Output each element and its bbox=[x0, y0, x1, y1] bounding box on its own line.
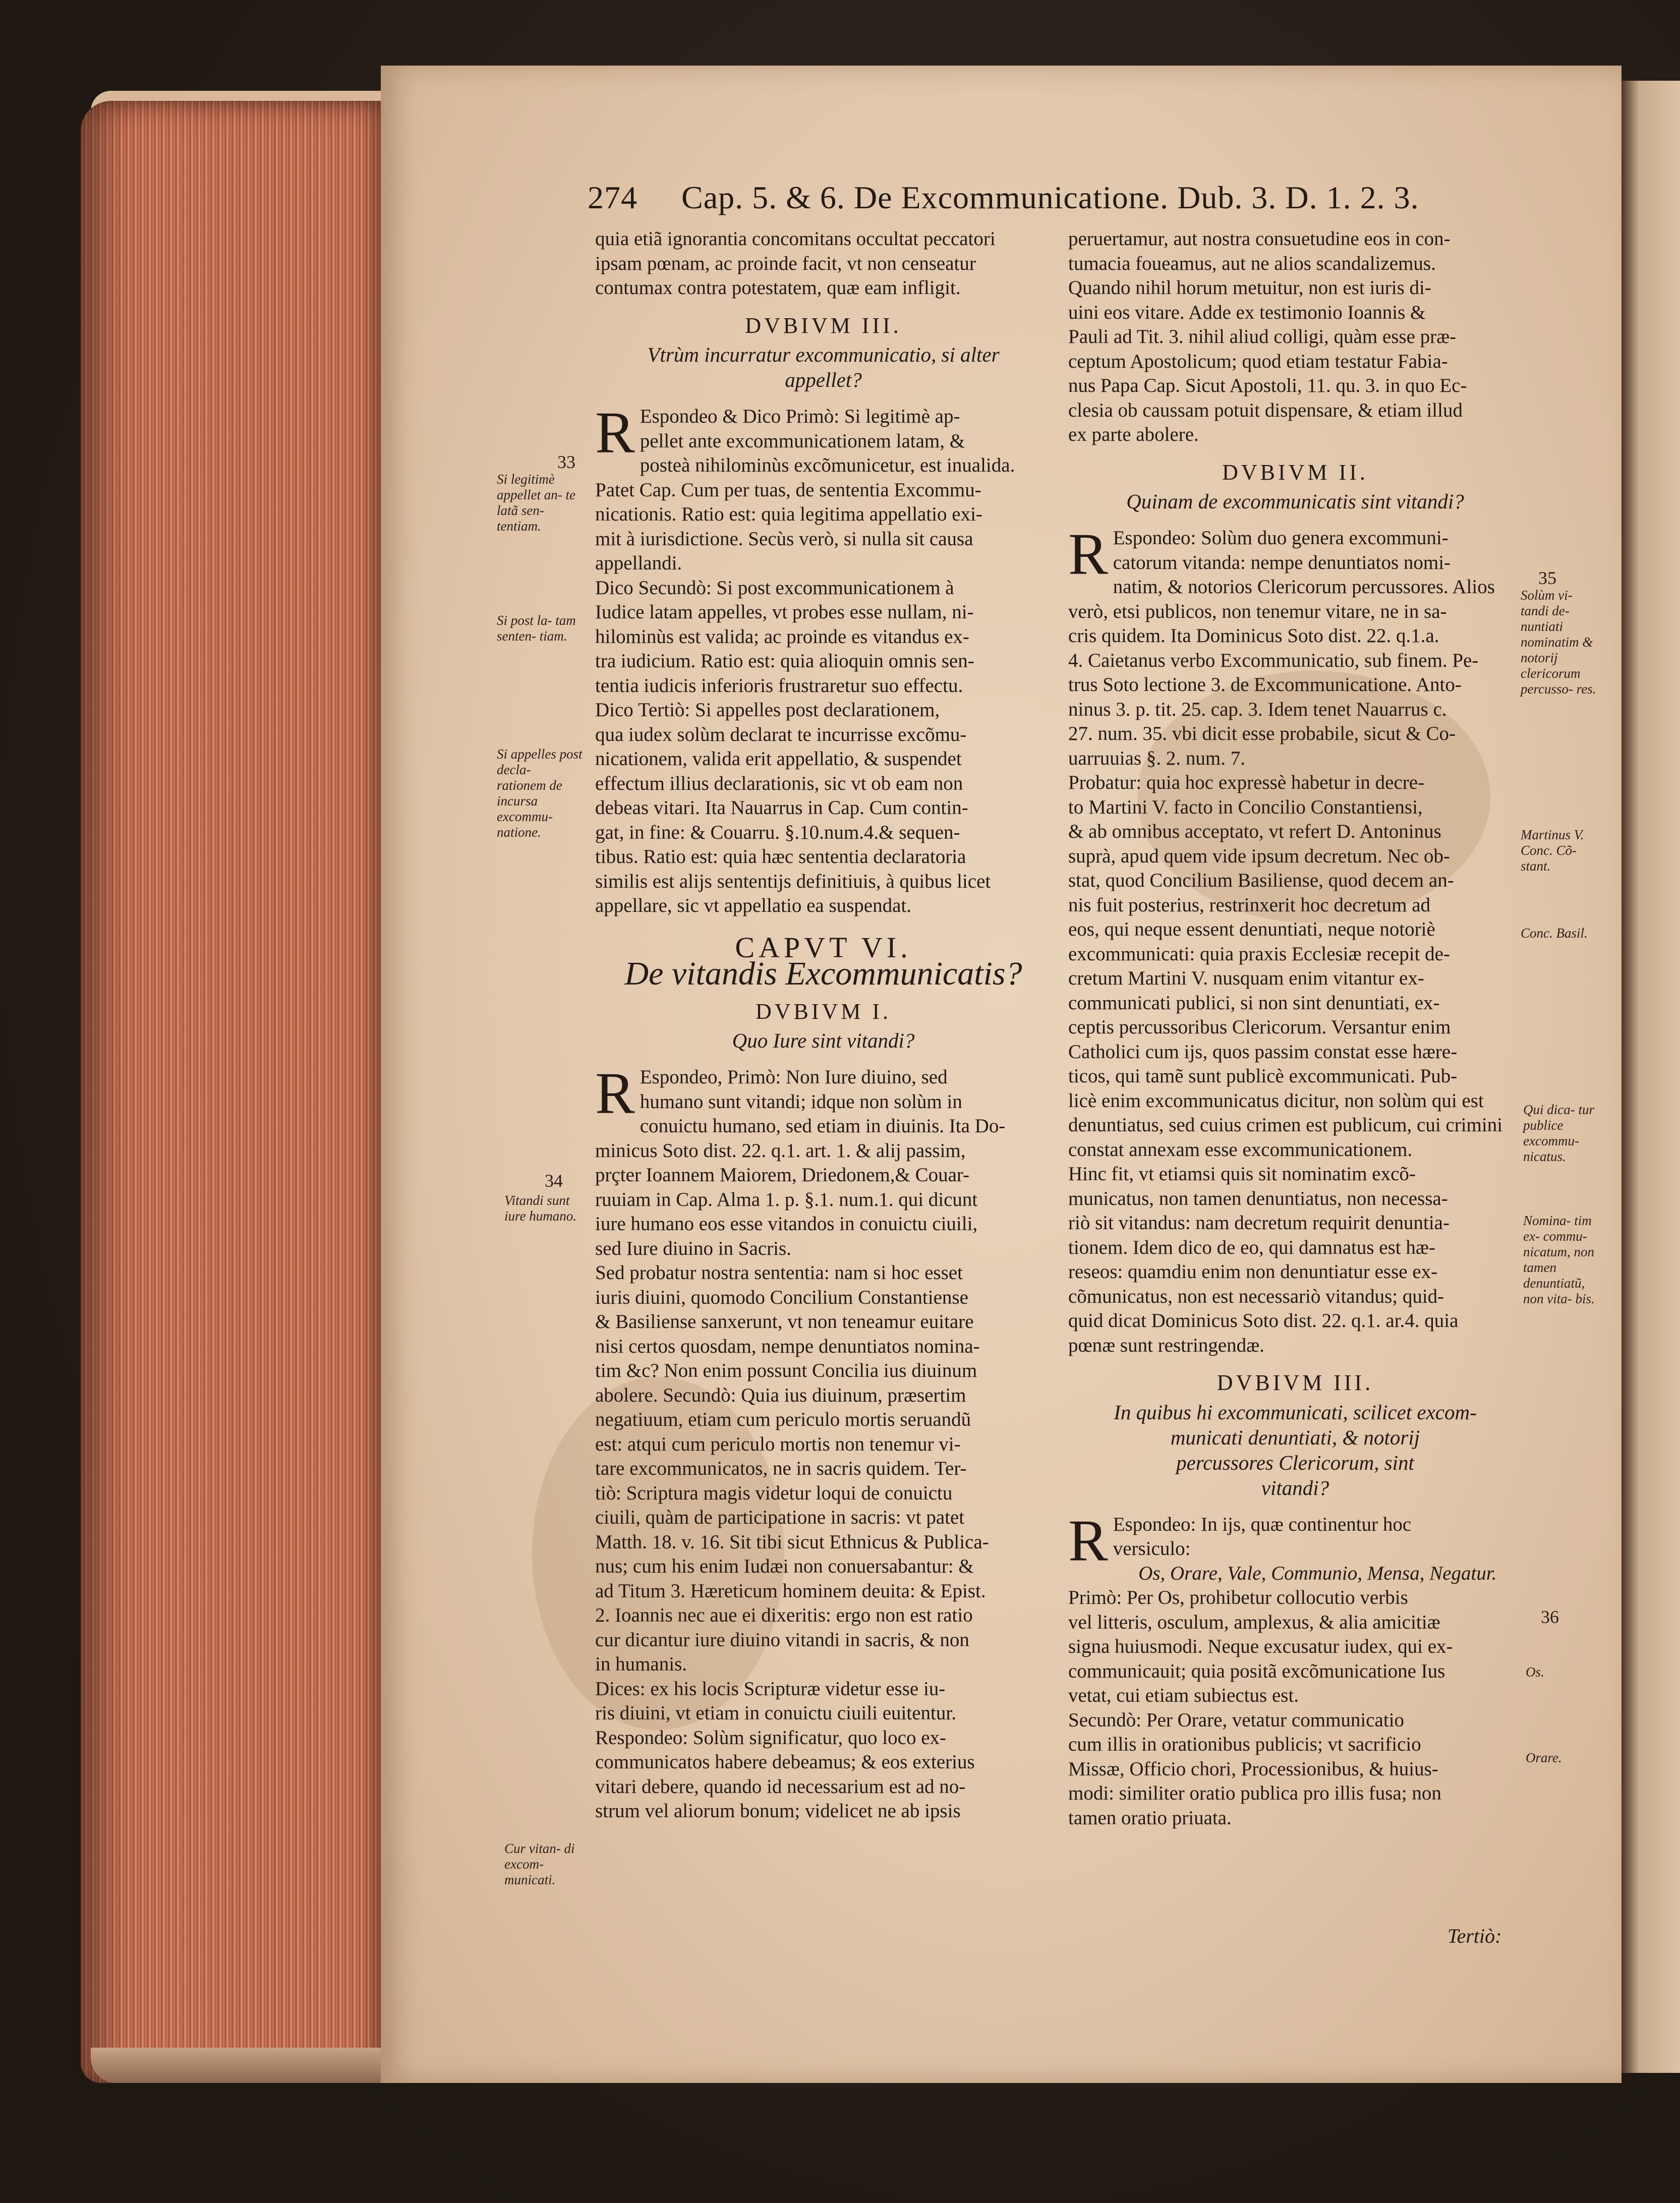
text-line: Patet Cap. Cum per tuas, de sententia Excommu- bbox=[595, 479, 981, 501]
text-line: ruuiam in Cap. Alma 1. p. §.1. num.1. qui dicunt bbox=[595, 1188, 978, 1210]
text-line: hilominùs est valida; ac proinde es vitandus ex- bbox=[595, 625, 969, 648]
text-line: Matth. 18. v. 16. Sit tibi sicut Ethnicus & Publica- bbox=[595, 1531, 989, 1553]
running-header bbox=[588, 179, 1419, 216]
text-line: appellet? bbox=[785, 368, 862, 391]
text-line: minicus Soto dist. 22. q.1. art. 1. & alij passim, bbox=[595, 1139, 966, 1162]
dubium-question bbox=[595, 342, 1052, 392]
text-line: cum illis in orationibus publicis; vt sacrificio bbox=[1068, 1733, 1421, 1755]
text-line: ceptum Apostolicum; quod etiam testatur Fabia- bbox=[1068, 350, 1448, 372]
drop-cap: R bbox=[1068, 1507, 1108, 1574]
drop-cap: R bbox=[595, 1060, 635, 1126]
text-line: effectum illius declarationis, sic vt ob eam non bbox=[595, 772, 963, 794]
text-line: debeas vitari. Ita Nauarrus in Cap. Cum contin- bbox=[595, 797, 968, 819]
text-line: tiò: Scriptura magis videtur loqui de conuictu bbox=[595, 1482, 953, 1504]
text-line: tim &c? Non enim possunt Concilia ius diuinum bbox=[595, 1360, 977, 1381]
text-line: In quibus hi excommunicati, scilicet excom- bbox=[1114, 1400, 1477, 1424]
text-line: ex parte abolere. bbox=[1068, 424, 1199, 445]
text-line: tibus. Ratio est: quia hæc sententia declaratoria bbox=[595, 846, 966, 867]
running-title: Cap. 5. & 6. De Excommunicatione. Dub. 3. D. 1. 2. 3. bbox=[681, 180, 1419, 215]
text-line: cris quidem. Ita Dominicus Soto dist. 22. q.1.a. bbox=[1068, 625, 1439, 647]
text-line: catorum vitanda: nempe denuntiatos nomi- bbox=[1113, 551, 1451, 573]
margin-number: 33 bbox=[557, 452, 575, 472]
text-line: ciuili, quàm de participatione in sacris: vt patet bbox=[595, 1506, 965, 1528]
text-line: ris diuini, vt etiam in conuictu ciuili euitentur. bbox=[595, 1702, 956, 1724]
text-line: quia etiã ignorantia concomitans occultat peccatori bbox=[595, 228, 996, 250]
text-line: trus Soto lectione 3. de Excommunicatione. Anto- bbox=[1068, 674, 1462, 695]
margin-note: Vitandi sunt iure humano. bbox=[504, 1193, 576, 1224]
text-line: tra iudicium. Ratio est: quia alioquin omnis sen- bbox=[595, 650, 974, 672]
text-line: Iudice latam appelles, vt probes esse nullam, ni- bbox=[595, 601, 974, 623]
text-line: nicationis. Ratio est: quia legitima appellatio exi- bbox=[595, 503, 982, 525]
text-line: tare excommunicatos, ne in sacris quidem. Ter- bbox=[595, 1458, 967, 1479]
text-line: ipsam pœnam, ac proinde facit, vt non censeatur bbox=[595, 252, 976, 274]
text-line: mit à iurisdictione. Secùs verò, si nulla sit causa bbox=[595, 528, 973, 550]
text-line: abolere. Secundò: Quia ius diuinum, præsertim bbox=[595, 1384, 966, 1406]
text-line: Dico Secundò: Si post excommunicationem à bbox=[595, 576, 954, 599]
text-line: communicatos habere debeamus; & eos exterius bbox=[595, 1751, 975, 1773]
margin-note: Orare. bbox=[1526, 1750, 1562, 1765]
text-line: uini eos vitare. Adde ex testimonio Ioannis & bbox=[1068, 301, 1426, 323]
margin-number: 36 bbox=[1541, 1607, 1559, 1627]
text-line: communicati publici, si non sint denuntiati, ex- bbox=[1068, 992, 1440, 1014]
text-line: ad Titum 3. Hæreticum hominem deuita: & Epist. bbox=[595, 1580, 986, 1602]
text-line: est: atqui cum periculo mortis non tenemur vi- bbox=[595, 1433, 961, 1455]
text-line: iuris diuini, quomodo Concilium Constantiense bbox=[595, 1286, 968, 1308]
text-line: Espondeo, Primò: Non Iure diuino, sed bbox=[640, 1066, 948, 1088]
text-line: conuictu humano, sed etiam in diuinis. Ita Do- bbox=[640, 1115, 1006, 1137]
text-line: vel litteris, osculum, amplexus, & alia amicitiæ bbox=[1068, 1611, 1440, 1633]
right-column bbox=[1068, 227, 1522, 1830]
text-line: nicationem, valida erit appellatio, & suspendet bbox=[595, 748, 962, 770]
text-line: vetat, cui etiam subiectus est. bbox=[1068, 1685, 1299, 1706]
text-line: Primò: Per Os, prohibetur collocutio verbis bbox=[1068, 1587, 1408, 1608]
text-line: 27. num. 35. vbi dicit esse probabile, sicut & Co- bbox=[1068, 723, 1456, 744]
text-line: cretum Martini V. nusquam enim vitantur ex- bbox=[1068, 967, 1424, 989]
text-line: Catholici cum ijs, quos passim constat esse hære- bbox=[1068, 1040, 1458, 1063]
text-line: humano sunt vitandi; idque non solùm in bbox=[640, 1090, 962, 1113]
drop-cap: R bbox=[595, 399, 635, 466]
facing-page-edge bbox=[1621, 81, 1680, 2073]
text-line: Espondeo & Dico Primò: Si legitimè ap- bbox=[640, 405, 960, 427]
text-line: Sed probatur nostra sententia: nam si hoc esset bbox=[595, 1262, 963, 1284]
text-line: natim, & notorios Clericorum percussores. Alios bbox=[1113, 576, 1495, 598]
dubium-question: Quinam de excommunicatis sint vitandi? bbox=[1126, 490, 1464, 513]
text-line: 4. Caietanus verbo Excommunicatio, sub finem. Pe- bbox=[1068, 649, 1479, 671]
left-column bbox=[595, 227, 1052, 1824]
text-line: tionem. Idem dico de eo, qui damnatus est hæ- bbox=[1068, 1236, 1435, 1258]
text-line: Missæ, Officio chori, Processionibus, & huius- bbox=[1068, 1758, 1438, 1780]
text-line: qua iudex solùm declarat te incurrisse excõmu- bbox=[595, 723, 967, 745]
text-line: peruertamur, aut nostra consuetudine eos in con- bbox=[1068, 228, 1451, 250]
text-line: stat, quod Concilium Basiliense, quod decem an- bbox=[1068, 869, 1454, 891]
text-line: municatus, non tamen denuntiatus, non necessa- bbox=[1068, 1187, 1448, 1209]
margin-note: Cur vitan- di excom- municati. bbox=[504, 1841, 575, 1887]
left-intro bbox=[595, 227, 1052, 301]
text-line: prçter Ioannem Maiorem, Driedonem,& Couar- bbox=[595, 1164, 970, 1186]
text-line: excommunicati: quia praxis Ecclesiæ recepit de- bbox=[1068, 943, 1450, 965]
text-line: Vtrùm incurratur excommunicatio, si alter bbox=[647, 343, 1000, 366]
page-number: 274 bbox=[588, 180, 638, 215]
margin-note: Si post la- tam senten- tiam. bbox=[497, 613, 576, 644]
text-line: quid dicat Dominicus Soto dist. 22. q.1. ar.4. quia bbox=[1068, 1310, 1459, 1331]
dubium-body bbox=[1068, 1507, 1522, 1831]
text-line: gat, in fine: & Couarru. §.10.num.4.& sequen- bbox=[595, 821, 960, 843]
text-line: percussores Clericorum, sint bbox=[1176, 1451, 1414, 1474]
text-line: municati denuntiati, & notorij bbox=[1170, 1425, 1420, 1449]
text-line: iure humano eos esse vitandos in conuictu ciuili, bbox=[595, 1213, 978, 1235]
text-line: suprà, apud quem vide ipsum decretum. Nec ob- bbox=[1068, 845, 1451, 867]
margin-note: Solùm vi- tandi de- nuntiati nominatim & notorij clericorum percusso- res. bbox=[1521, 588, 1596, 697]
chapter-title: De vitandis Excommunicatis? bbox=[624, 955, 1022, 992]
text-line: nis fuit posterius, restrinxerit hoc decretum ad bbox=[1068, 894, 1431, 916]
text-line: & Basiliense sanxerunt, vt non teneamur euitare bbox=[595, 1311, 974, 1332]
margin-note: Nomina- tim ex- commu- nicatum, non tamen denuntiatũ, non vita- bis. bbox=[1523, 1213, 1595, 1306]
drop-cap: R bbox=[1068, 521, 1108, 587]
text-line: strum vel aliorum bonum; videlicet ne ab ipsis bbox=[595, 1800, 961, 1822]
text-line: signa huiusmodi. Neque excusatur iudex, qui ex- bbox=[1068, 1636, 1453, 1657]
text-line: appellandi. bbox=[595, 552, 682, 574]
text-line: cõmunicatus, non est necessariò vitandus; quid- bbox=[1068, 1285, 1444, 1307]
text-line: Espondeo: Solùm duo genera excommuni- bbox=[1113, 527, 1449, 549]
text-line: uarruuias §. 2. num. 7. bbox=[1068, 747, 1245, 769]
text-line: reseos: quamdiu enim non denuntiatur esse ex- bbox=[1068, 1261, 1438, 1283]
text-line: Secundò: Per Orare, vetatur communicatio bbox=[1068, 1709, 1405, 1731]
text-line: vitandi? bbox=[1261, 1476, 1329, 1499]
dubium-body bbox=[595, 1060, 1052, 1824]
margin-number: 34 bbox=[545, 1171, 563, 1191]
text-line: eos, qui neque essent denuntiati, neque notoriè bbox=[1068, 918, 1435, 940]
text-line: Hinc fit, vt etiamsi quis sit nominatim excõ- bbox=[1068, 1163, 1416, 1185]
text-line: tumacia foueamus, aut ne alios scandalizemus. bbox=[1068, 252, 1436, 274]
text-line: ninus 3. p. tit. 25. cap. 3. Idem tenet Nauarrus c. bbox=[1068, 698, 1447, 720]
text-line: riò sit vitandus: nam decretum requirit denuntia- bbox=[1068, 1212, 1450, 1234]
text-line: contumax contra potestatem, quæ eam infligit. bbox=[595, 277, 961, 299]
text-line: constat annexam esse excommunicationem. bbox=[1068, 1138, 1413, 1161]
margin-note: Conc. Basil. bbox=[1521, 925, 1588, 941]
book-fore-edge bbox=[81, 101, 383, 2083]
dubium-question bbox=[1068, 1400, 1522, 1500]
text-line: Probatur: quia hoc expressè habetur in decre- bbox=[1068, 772, 1425, 793]
text-line: pœnæ sunt restringendæ. bbox=[1068, 1334, 1264, 1356]
text-line: communicauit; quia positã excõmunicatione Ius bbox=[1068, 1660, 1445, 1682]
chapter-label: CAPVT VI. bbox=[735, 931, 912, 964]
dubium-question: Quo Iure sint vitandi? bbox=[732, 1029, 915, 1052]
text-line: & ab omnibus acceptato, vt refert D. Antoninus bbox=[1068, 821, 1441, 842]
text-line: cur dicantur iure diuino vitandi in sacris, & non bbox=[595, 1629, 969, 1651]
text-line: Respondeo: Solùm significatur, quo loco ex- bbox=[595, 1726, 947, 1749]
text-line: nisi certos quosdam, nempe denuntiatos nomina- bbox=[595, 1335, 980, 1357]
text-line: Dico Tertiò: Si appelles post declarationem, bbox=[595, 699, 940, 721]
text-line: ticos, qui tamẽ sunt publicè excommunicati. Pub- bbox=[1068, 1065, 1458, 1087]
dubium-heading: DVBIVM III. bbox=[1216, 1370, 1374, 1395]
text-line: verò, etsi publicos, non tenemur vitare, ne in sa- bbox=[1068, 600, 1447, 622]
text-line: tentia iudicis inferioris frustraretur suo effectu. bbox=[595, 674, 963, 697]
catchword: Tertiò: bbox=[1447, 1925, 1502, 1947]
dubium-heading: DVBIVM I. bbox=[755, 999, 892, 1024]
text-line: nus; cum his enim Iudæi non conuersabantur: & bbox=[595, 1555, 974, 1577]
text-line: tamen oratio priuata. bbox=[1068, 1807, 1232, 1829]
text-line: appellare, sic vt appellatio ea suspendat. bbox=[595, 895, 912, 916]
text-line: modi: similiter oratio publica pro illis fusa; non bbox=[1068, 1782, 1441, 1804]
margin-note: Martinus V. Conc. Cõ- stant. bbox=[1521, 827, 1584, 874]
text-line: negatiuum, etiam cum periculo mortis seruandũ bbox=[595, 1409, 971, 1430]
text-line: ceptis percussoribus Clericorum. Versantur enim bbox=[1068, 1016, 1451, 1038]
dubium-body bbox=[1068, 521, 1522, 1358]
text-line: 2. Ioannis nec aue ei dixeritis: ergo non est ratio bbox=[595, 1604, 973, 1626]
text-line: sed Iure diuino in Sacris. bbox=[595, 1237, 791, 1259]
dubium-heading: DVBIVM III. bbox=[745, 313, 902, 338]
margin-note: Si legitimè appellet an- te latã sen- tentiam. bbox=[497, 472, 575, 534]
margin-number: 35 bbox=[1538, 568, 1556, 588]
margin-note: Qui dica- tur publice excommu- nicatus. bbox=[1523, 1102, 1594, 1164]
text-line: vitari debere, quando id necessarium est ad no- bbox=[595, 1775, 966, 1798]
text-line: similis est alijs sententijs definitiuis, à quibus licet bbox=[595, 870, 991, 892]
margin-note: Si appelles post decla- rationem de incursa excommu- natione. bbox=[497, 746, 583, 840]
text-line: in humanis. bbox=[595, 1653, 687, 1675]
text-line: pellet ante excommunicationem latam, & bbox=[640, 430, 965, 452]
text-line: Espondeo: In ijs, quæ continentur hoc bbox=[1113, 1513, 1412, 1535]
text-line: Pauli ad Tit. 3. nihil aliud colligi, quàm esse præ- bbox=[1068, 326, 1457, 347]
text-line: licè enim excommunicatus dicitur, non solùm qui est bbox=[1068, 1089, 1484, 1112]
text-line: Dices: ex his locis Scripturæ videtur esse iu- bbox=[595, 1677, 946, 1700]
dubium-body bbox=[595, 399, 1052, 918]
text-line: versiculo: bbox=[1113, 1538, 1191, 1559]
text-line: nus Papa Cap. Sicut Apostoli, 11. qu. 3. in quo Ec- bbox=[1068, 375, 1467, 396]
text-line: clesia ob caussam potuit dispensare, & etiam illud bbox=[1068, 399, 1463, 421]
text-line: Quando nihil horum metuitur, non est iuris di- bbox=[1068, 277, 1431, 299]
right-intro bbox=[1068, 227, 1522, 447]
text-line: to Martini V. facto in Concilio Constantiensi, bbox=[1068, 796, 1423, 818]
text-line: posteà nihilominùs excõmunicetur, est inualida. bbox=[640, 454, 1015, 476]
text-line: denuntiatus, sed cuius crimen est publicum, cui crimini bbox=[1068, 1114, 1503, 1136]
mnemonic-verse: Os, Orare, Vale, Communio, Mensa, Negatur. bbox=[1138, 1562, 1497, 1584]
dubium-heading: DVBIVM II. bbox=[1222, 459, 1368, 485]
margin-note: Os. bbox=[1526, 1664, 1544, 1679]
book-fore-edge-bottom bbox=[91, 2048, 383, 2083]
